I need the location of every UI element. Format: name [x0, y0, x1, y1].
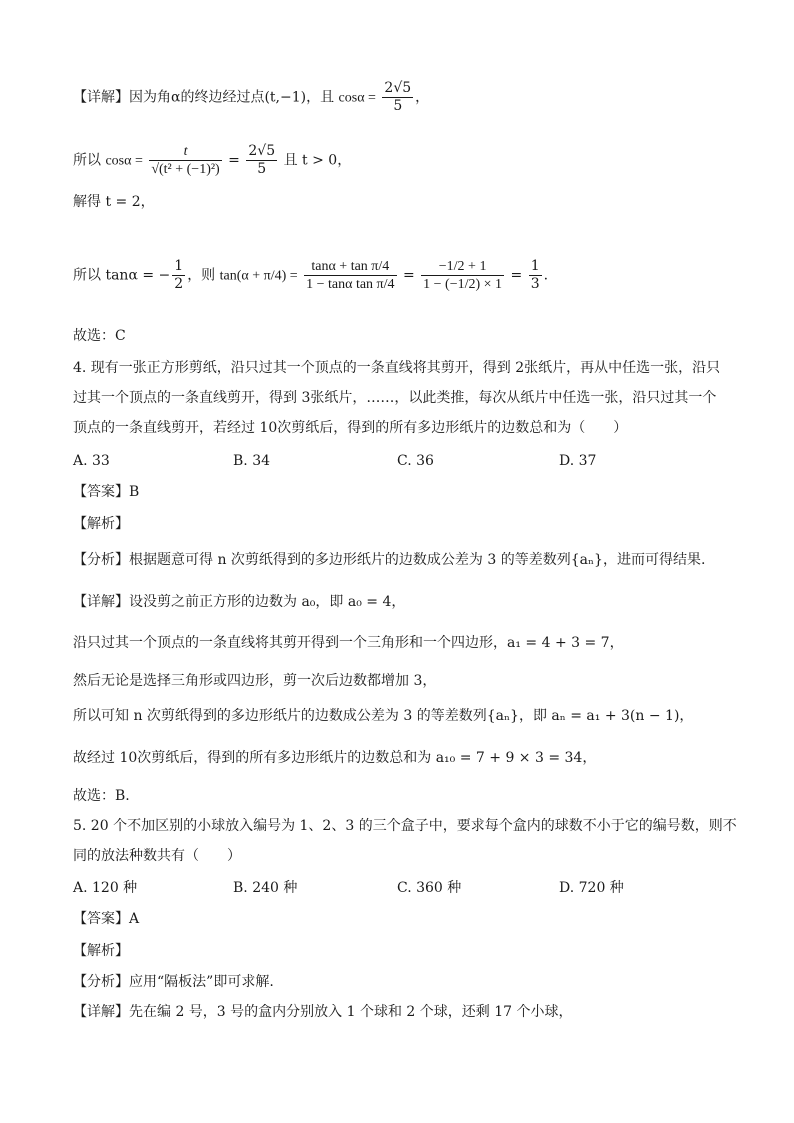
value-fraction: $\frac{2√5}{5}$ — [248, 143, 276, 177]
q4-stem-line-1: 4. 现有一张正方形剪纸，沿只过其一个顶点的一条直线将其剪开，得到 2张纸片，再从中任选一张，沿只 — [73, 360, 721, 376]
substituted-fraction: $\frac{-1/2 + 1}{1 - (-1/2) \times 1}$ — [423, 259, 503, 292]
fenxi-text: 应用“隔板法”即可求解. — [129, 974, 274, 990]
q4-option-c: C. 36 — [397, 453, 434, 469]
tan-sum-expr: tan(α + π/4) = — [219, 268, 298, 284]
q4-stem-line-2: 过其一个顶点的一条直线剪开，得到 3张纸片，……，以此类推，每次从纸片中任选一张，沿只过其一个 — [73, 390, 717, 406]
q4-detail-line-5: 故经过 10次剪纸后，得到的所有多边形纸片的边数总和为 a₁₀ = 7 + 9 × 3 = 34， — [73, 750, 597, 766]
q5-stem-line-2: 同的放法种数共有（ ） — [73, 848, 241, 864]
fenxi-label: 【分析】 — [73, 974, 129, 990]
fenxi-label: 【分析】 — [73, 552, 129, 568]
q3-pick: 故选：C — [73, 328, 126, 344]
answer-value: A — [129, 911, 140, 927]
q5-stem-line-1: 5. 20 个不加区别的小球放入编号为 1、2、3 的三个盒子中，要求每个盒内的球数不小于它的编号数，则不 — [73, 818, 737, 834]
q4-option-d: D. 37 — [559, 453, 597, 469]
q4-answer — [73, 482, 754, 502]
tan-formula-fraction: $\frac{\text{tanα + tan π/4}}{\text{1 − tanα tan π/4}}$ — [306, 259, 395, 292]
q5-option-c: C. 360 种 — [397, 880, 462, 896]
cos-fraction: $\frac{2√5}{5}$ — [384, 80, 412, 114]
q4-detail-line-3: 然后无论是选择三角形或四边形，剪一次后边数都增加 3， — [73, 673, 437, 689]
detail-text: 因为角α的终边经过点(t,−1)，且 — [129, 89, 335, 106]
condition: 且 t > 0， — [283, 152, 352, 169]
q4-detail-line-2: 沿只过其一个顶点的一条直线将其剪开得到一个三角形和一个四边形，a₁ = 4 + 3 = 7， — [73, 635, 624, 651]
q5-fenxi — [73, 972, 754, 992]
answer-label: 【答案】 — [73, 911, 129, 927]
q5-option-a: A. 120 种 — [73, 880, 138, 896]
q5-option-d: D. 720 种 — [559, 880, 624, 896]
detail-label: 【详解】 — [73, 1004, 129, 1020]
q4-option-a: A. 33 — [73, 453, 110, 469]
fenxi-text: 根据题意可得 n 次剪纸得到的多边形纸片的边数成公差为 3 的等差数列{aₙ}，进而可得结果. — [129, 552, 706, 568]
q3-detail-line-1: 【详解】因为角α的终边经过点(t,−1)，且 cosα = $\frac{2√5}{5}$ ， — [73, 80, 430, 114]
q3-detail-line-3: 解得 t = 2， — [73, 194, 155, 210]
detail-label: 【详解】 — [73, 594, 129, 610]
q4-pick: 故选：B. — [73, 788, 130, 804]
q3-detail-line-2: 所以 cosα = $\frac{t}{\text{√(t² + (−1)²)}}$ = $\frac{2√5}{5}$ 且 t > 0， — [73, 143, 352, 177]
q5-option-b: B. 240 种 — [233, 880, 298, 896]
t-fraction: $\frac{t}{\text{√(t² + (−1)²)}}$ — [151, 144, 220, 177]
then-text: ，则 — [187, 267, 216, 284]
tan-prefix: 所以 tanα = − — [73, 267, 171, 284]
detail-label: 【详解】 — [73, 89, 129, 106]
q4-stem-line-3: 顶点的一条直线剪开，若经过 10次剪纸后，得到的所有多边形纸片的边数总和为（ ） — [73, 420, 628, 436]
q4-option-b: B. 34 — [233, 453, 271, 469]
q5-detail — [73, 1002, 754, 1022]
half-fraction: $\frac{1}{2}$ — [174, 258, 184, 292]
q4-detail — [73, 592, 754, 612]
detail-text: 先在编 2 号，3 号的盒内分别放入 1 个球和 2 个球，还剩 17 个小球， — [129, 1004, 573, 1020]
cos-expr: cosα = — [338, 90, 376, 106]
q4-detail-line-4: 所以可知 n 次剪纸得到的多边形纸片的边数成公差为 3 的等差数列{aₙ}，即 aₙ = a₁ + 3(n − 1)， — [73, 708, 694, 724]
line-prefix: 所以 — [73, 152, 101, 169]
q5-analysis-label: 【解析】 — [73, 943, 129, 959]
cos-expr: cosα = — [105, 153, 143, 169]
detail-text: 设没剪之前正方形的边数为 a₀，即 a₀ = 4， — [129, 594, 406, 610]
q4-analysis-label: 【解析】 — [73, 516, 129, 532]
answer-value: B — [129, 484, 140, 500]
result-fraction: $\frac{1}{3}$ — [530, 258, 540, 292]
answer-label: 【答案】 — [73, 484, 129, 500]
q3-detail-line-4: 所以 tanα = − $\frac{1}{2}$ ，则 tan(α + π/4) = $\frac{\text{tanα + tan π/4}}{\text{1 − tanα tan π/4}}$ = $\frac{-1/2 + 1}{1 - (-1/2) \times 1}$ = $\frac{1}{3}$ . — [73, 258, 549, 292]
q5-answer — [73, 909, 754, 929]
q4-fenxi — [73, 550, 754, 570]
